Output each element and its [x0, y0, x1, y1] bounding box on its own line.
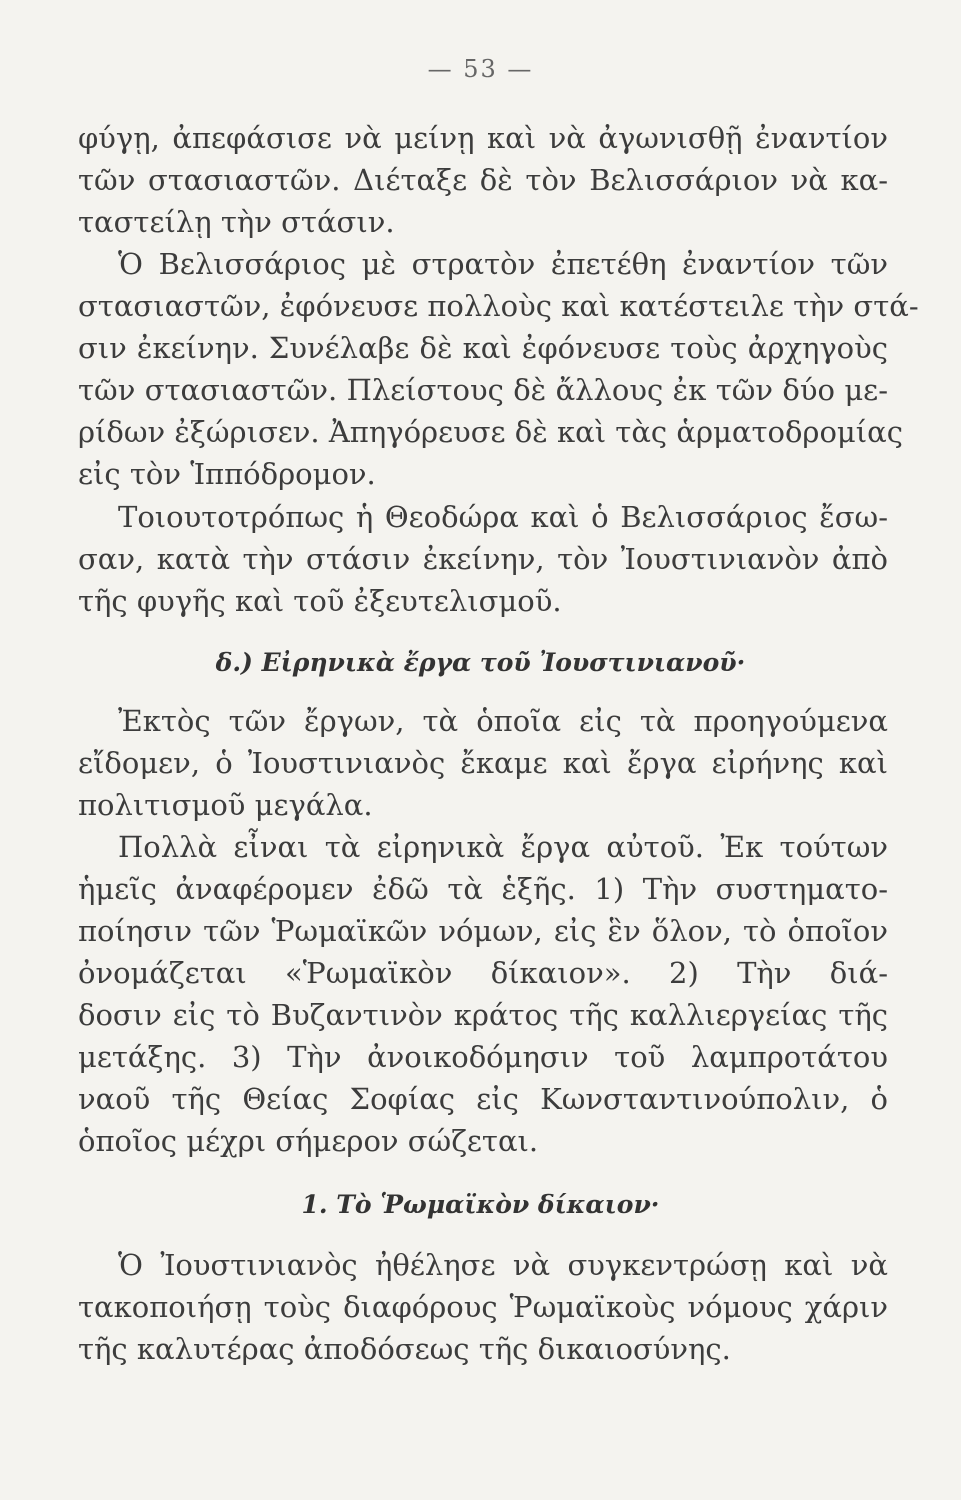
text-line: ἡμεῖς ἀναφέρομεν ἐδῶ τὰ ἑξῆς. 1) Τὴν συστηματο- [78, 872, 888, 906]
text-line: τῶν στασιαστῶν. Διέταξε δὲ τὸν Βελισσάριον νὰ κα- [78, 163, 888, 197]
text-line: δοσιν εἰς τὸ Βυζαντινὸν κράτος τῆς καλλιεργείας τῆς [78, 998, 888, 1032]
text-line: Ὁ Βελισσάριος μὲ στρατὸν ἐπετέθη ἐναντίον τῶν [118, 247, 888, 281]
text-line: Πολλὰ εἶναι τὰ εἰρηνικὰ ἔργα αὐτοῦ. Ἐκ τούτων [118, 830, 888, 864]
text-line: τακοποιήσῃ τοὺς διαφόρους Ῥωμαϊκοὺς νόμους χάριν [78, 1290, 888, 1324]
text-line: εἴδομεν, ὁ Ἰουστινιανὸς ἔκαμε καὶ ἔργα εἰρήνης καὶ [78, 746, 888, 780]
text-line: πολιτισμοῦ μεγάλα. [78, 788, 373, 822]
text-line: τῆς καλυτέρας ἀποδόσεως τῆς δικαιοσύνης. [78, 1332, 731, 1366]
text-line: τῶν στασιαστῶν. Πλείστους δὲ ἄλλους ἐκ τῶν δύο με- [78, 373, 888, 407]
section-heading: 1. Τὸ Ῥωμαϊκὸν δίκαιον· [301, 1190, 660, 1219]
text-line: ὁποῖος μέχρι σήμερον σώζεται. [78, 1124, 539, 1158]
text-line: ρίδων ἐξώρισεν. Ἀπηγόρευσε δὲ καὶ τὰς ἁρματοδρομίας [78, 415, 903, 449]
text-line: μετάξης. 3) Τὴν ἀνοικοδόμησιν τοῦ λαμπροτάτου [78, 1040, 888, 1074]
text-line: ποίησιν τῶν Ῥωμαϊκῶν νόμων, εἰς ἓν ὅλον, τὸ ὁποῖον [78, 914, 888, 948]
text-line: ὀνομάζεται «Ῥωμαϊκὸν δίκαιον». 2) Τὴν διά- [78, 956, 888, 990]
text-line: Ἐκτὸς τῶν ἔργων, τὰ ὁποῖα εἰς τὰ προηγούμενα [118, 704, 888, 738]
text-line: εἰς τὸν Ἱππόδρομον. [78, 457, 376, 491]
text-line: στασιαστῶν, ἐφόνευσε πολλοὺς καὶ κατέστειλε τὴν στά- [78, 289, 919, 323]
section-heading: δ.) Εἰρηνικὰ ἔργα τοῦ Ἰουστινιανοῦ· [215, 648, 746, 677]
text-line: ναοῦ τῆς Θείας Σοφίας εἰς Κωνσταντινούπολιν, ὁ [78, 1082, 888, 1116]
text-line: ταστείλῃ τὴν στάσιν. [78, 205, 395, 239]
text-line: τῆς φυγῆς καὶ τοῦ ἐξευτελισμοῦ. [78, 584, 562, 618]
text-line: Τοιουτοτρόπως ἡ Θεοδώρα καὶ ὁ Βελισσάριος ἔσω- [118, 500, 888, 534]
text-line: Ὁ Ἰουστινιανὸς ἠθέλησε νὰ συγκεντρώσῃ καὶ νὰ [118, 1248, 888, 1282]
text-line: σαν, κατὰ τὴν στάσιν ἐκείνην, τὸν Ἰουστινιανὸν ἀπὸ [78, 542, 888, 576]
page-number: — 53 — [427, 55, 534, 83]
text-line: σιν ἐκείνην. Συνέλαβε δὲ καὶ ἐφόνευσε τοὺς ἀρχηγοὺς [78, 331, 888, 365]
text-line: φύγῃ, ἀπεφάσισε νὰ μείνῃ καὶ νὰ ἀγωνισθῇ ἐναντίον [78, 121, 888, 155]
